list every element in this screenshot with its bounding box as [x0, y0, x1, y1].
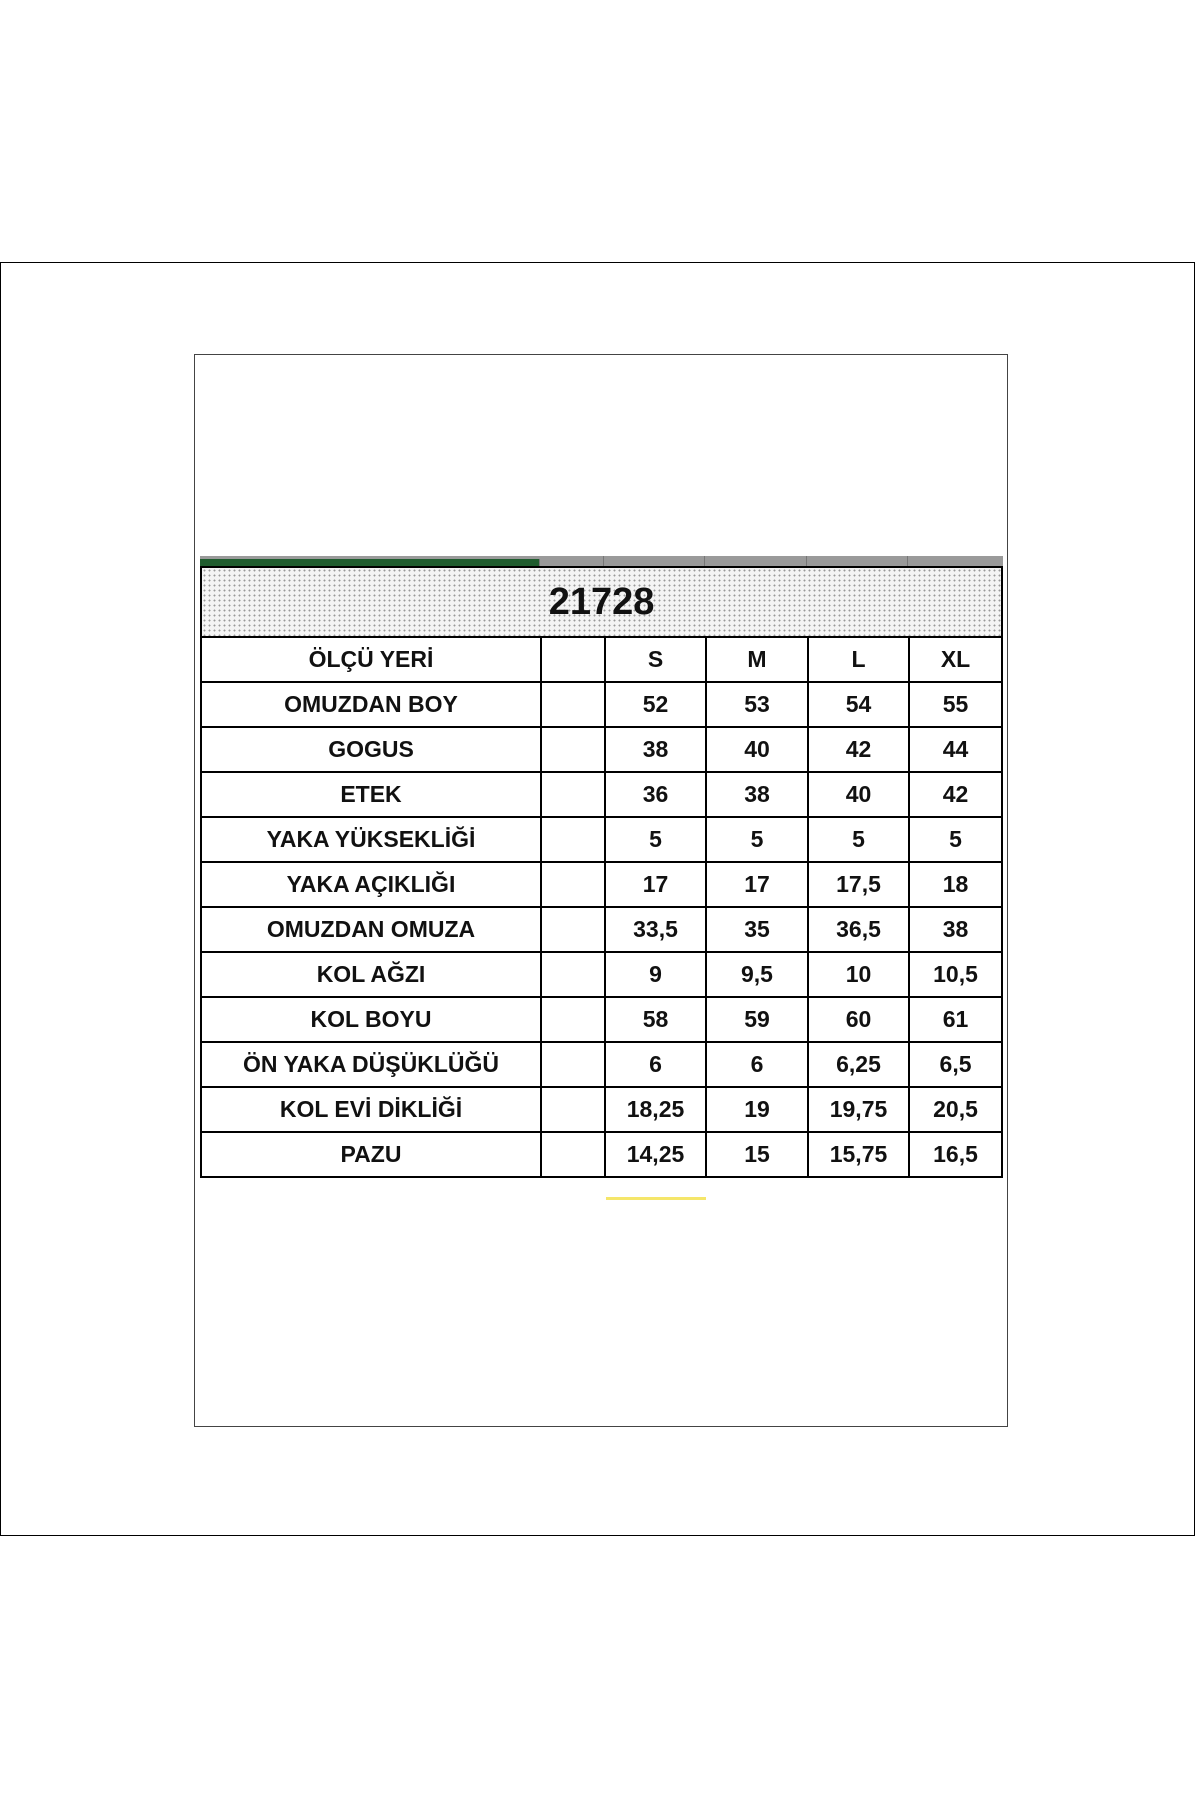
- value-cell[interactable]: 5: [909, 817, 1002, 862]
- empty-cell[interactable]: [541, 817, 605, 862]
- header-row: [201, 637, 1002, 682]
- value-cell[interactable]: 44: [909, 727, 1002, 772]
- measurement-label-cell[interactable]: YAKA YÜKSEKLİĞİ: [201, 817, 541, 862]
- value-cell[interactable]: 18,25: [605, 1087, 706, 1132]
- empty-cell[interactable]: [541, 727, 605, 772]
- size-chart-body: [201, 567, 1002, 1177]
- column-header-strip: [200, 556, 1003, 566]
- value-cell[interactable]: 6,25: [808, 1042, 909, 1087]
- value-cell[interactable]: 14,25: [605, 1132, 706, 1177]
- value-cell[interactable]: 17: [605, 862, 706, 907]
- value-cell[interactable]: 55: [909, 682, 1002, 727]
- measurement-label-cell[interactable]: ETEK: [201, 772, 541, 817]
- value-cell[interactable]: 6: [605, 1042, 706, 1087]
- value-cell[interactable]: 61: [909, 997, 1002, 1042]
- table-row: [201, 1132, 1002, 1177]
- table-row: [201, 907, 1002, 952]
- value-cell[interactable]: 42: [909, 772, 1002, 817]
- value-cell[interactable]: 15,75: [808, 1132, 909, 1177]
- measurement-label-cell[interactable]: OMUZDAN BOY: [201, 682, 541, 727]
- measurement-label-cell[interactable]: KOL EVİ DİKLİĞİ: [201, 1087, 541, 1132]
- title-row: [201, 567, 1002, 637]
- table-row: [201, 997, 1002, 1042]
- empty-cell[interactable]: [541, 637, 605, 682]
- value-cell[interactable]: 17: [706, 862, 808, 907]
- value-cell[interactable]: 35: [706, 907, 808, 952]
- value-cell[interactable]: 19: [706, 1087, 808, 1132]
- measurement-label-cell[interactable]: OMUZDAN OMUZA: [201, 907, 541, 952]
- size-chart-table: [200, 566, 1003, 1178]
- value-cell[interactable]: 19,75: [808, 1087, 909, 1132]
- value-cell[interactable]: 52: [605, 682, 706, 727]
- empty-cell[interactable]: [541, 772, 605, 817]
- value-cell[interactable]: 60: [808, 997, 909, 1042]
- value-cell[interactable]: 36: [605, 772, 706, 817]
- size-header-cell[interactable]: L: [808, 637, 909, 682]
- column-header-c[interactable]: [604, 556, 705, 566]
- measurement-label-cell[interactable]: GOGUS: [201, 727, 541, 772]
- value-cell[interactable]: 10: [808, 952, 909, 997]
- value-cell[interactable]: 20,5: [909, 1087, 1002, 1132]
- table-row: [201, 1042, 1002, 1087]
- table-row: [201, 682, 1002, 727]
- value-cell[interactable]: 40: [808, 772, 909, 817]
- empty-cell[interactable]: [541, 682, 605, 727]
- empty-cell[interactable]: [541, 1087, 605, 1132]
- table-row: [201, 1087, 1002, 1132]
- value-cell[interactable]: 36,5: [808, 907, 909, 952]
- value-cell[interactable]: 6: [706, 1042, 808, 1087]
- value-cell[interactable]: 9,5: [706, 952, 808, 997]
- selection-marker: [606, 1197, 706, 1200]
- model-code-title[interactable]: 21728: [201, 567, 1002, 637]
- table-row: [201, 862, 1002, 907]
- size-header-cell[interactable]: S: [605, 637, 706, 682]
- table-row: [201, 817, 1002, 862]
- empty-cell[interactable]: [541, 1132, 605, 1177]
- value-cell[interactable]: 58: [605, 997, 706, 1042]
- column-header-a[interactable]: [200, 559, 540, 566]
- value-cell[interactable]: 18: [909, 862, 1002, 907]
- value-cell[interactable]: 5: [706, 817, 808, 862]
- table-row: [201, 952, 1002, 997]
- measurement-label-cell[interactable]: PAZU: [201, 1132, 541, 1177]
- empty-cell[interactable]: [541, 862, 605, 907]
- measurement-label-cell[interactable]: YAKA AÇIKLIĞI: [201, 862, 541, 907]
- value-cell[interactable]: 38: [605, 727, 706, 772]
- value-cell[interactable]: 59: [706, 997, 808, 1042]
- empty-cell[interactable]: [541, 952, 605, 997]
- empty-cell[interactable]: [541, 1042, 605, 1087]
- value-cell[interactable]: 53: [706, 682, 808, 727]
- empty-cell[interactable]: [541, 907, 605, 952]
- column-header-d[interactable]: [705, 556, 807, 566]
- size-header-cell[interactable]: M: [706, 637, 808, 682]
- value-cell[interactable]: 42: [808, 727, 909, 772]
- value-cell[interactable]: 38: [706, 772, 808, 817]
- column-header-e[interactable]: [807, 556, 908, 566]
- measurement-label-cell[interactable]: KOL BOYU: [201, 997, 541, 1042]
- table-row: [201, 727, 1002, 772]
- measurement-header-cell[interactable]: ÖLÇÜ YERİ: [201, 637, 541, 682]
- value-cell[interactable]: 10,5: [909, 952, 1002, 997]
- measurement-label-cell[interactable]: KOL AĞZI: [201, 952, 541, 997]
- value-cell[interactable]: 9: [605, 952, 706, 997]
- value-cell[interactable]: 17,5: [808, 862, 909, 907]
- column-header-f[interactable]: [908, 556, 1003, 566]
- value-cell[interactable]: 6,5: [909, 1042, 1002, 1087]
- size-header-cell[interactable]: XL: [909, 637, 1002, 682]
- value-cell[interactable]: 15: [706, 1132, 808, 1177]
- value-cell[interactable]: 38: [909, 907, 1002, 952]
- table-row: [201, 772, 1002, 817]
- column-header-b[interactable]: [540, 556, 604, 566]
- value-cell[interactable]: 16,5: [909, 1132, 1002, 1177]
- value-cell[interactable]: 54: [808, 682, 909, 727]
- value-cell[interactable]: 33,5: [605, 907, 706, 952]
- value-cell[interactable]: 40: [706, 727, 808, 772]
- empty-cell[interactable]: [541, 997, 605, 1042]
- value-cell[interactable]: 5: [808, 817, 909, 862]
- measurement-label-cell[interactable]: ÖN YAKA DÜŞÜKLÜĞÜ: [201, 1042, 541, 1087]
- value-cell[interactable]: 5: [605, 817, 706, 862]
